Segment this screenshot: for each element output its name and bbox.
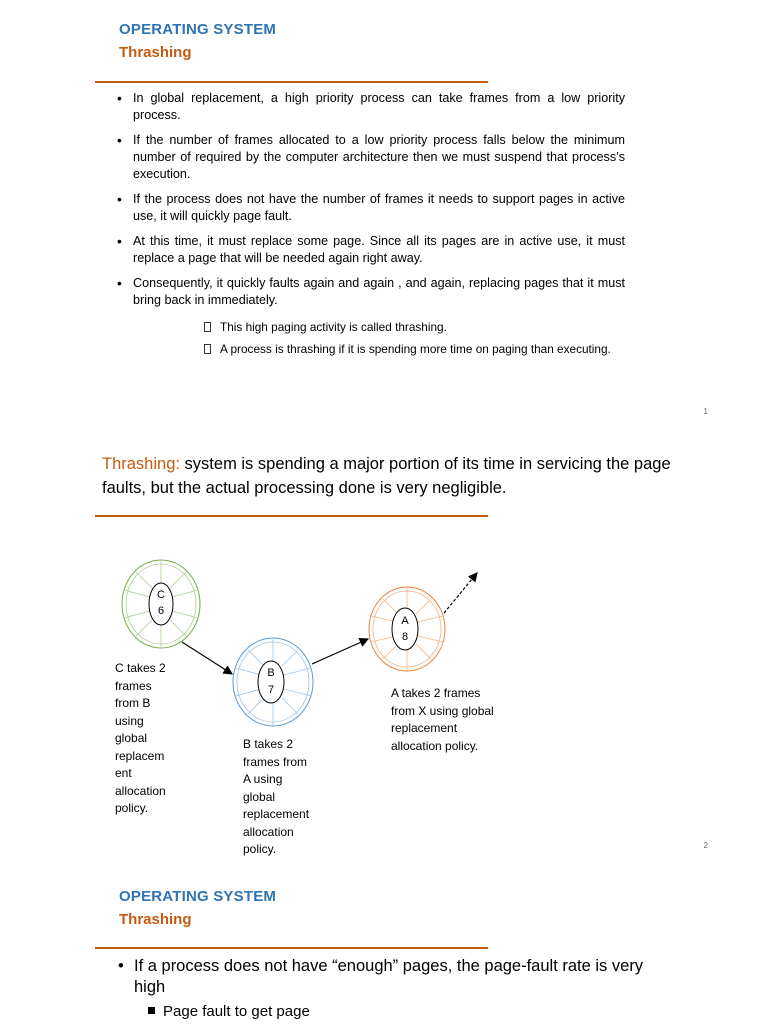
slide-heading: Thrashing xyxy=(119,44,192,61)
slide-3 xyxy=(0,864,768,1024)
node-b-letter: B xyxy=(267,667,275,679)
missing-glyph-icon xyxy=(204,322,211,332)
sub-bullet-list xyxy=(204,320,624,364)
bullet-list xyxy=(117,90,625,317)
slide-2 xyxy=(0,432,768,864)
node-b-caption: B takes 2 frames from A using global replacement allocation policy. xyxy=(243,737,310,856)
arrow-b-to-a xyxy=(312,639,368,664)
bullet-dot-icon: • xyxy=(118,957,124,975)
process-node-c xyxy=(122,560,200,648)
bullet-item xyxy=(118,956,658,998)
node-c-count: 6 xyxy=(157,605,165,617)
definition-body: system is spending a major portion of its time in servicing the page faults, but the actual processing done is very negligible. xyxy=(102,455,671,497)
bullet-item: • Consequently, it quickly faults again and again , and again, replacing pages that it must bring back in immediately. xyxy=(117,275,625,309)
bullet-item: • At this time, it must replace some page. Since all its pages are in active use, it must replace a page that will be needed again right away. xyxy=(117,233,625,267)
sub-bullet-item xyxy=(204,320,624,335)
process-node-a xyxy=(369,587,445,671)
definition-term: Thrashing: xyxy=(102,455,180,473)
node-c-caption: C takes 2 frames from B using global replacem ent allocation policy. xyxy=(115,661,166,815)
slide-heading: Thrashing xyxy=(119,911,192,928)
heading-rule xyxy=(95,81,488,83)
square-bullet-icon xyxy=(148,1007,155,1014)
slide-kicker: OPERATING SYSTEM xyxy=(119,888,277,905)
slide-kicker: OPERATING SYSTEM xyxy=(119,21,277,38)
sub-bullet-text: This high paging activity is called thrashing. xyxy=(220,320,447,334)
missing-glyph-icon xyxy=(204,344,211,354)
sub-bullet-item xyxy=(204,342,624,357)
page-number: 1 xyxy=(703,407,708,416)
node-b-count: 7 xyxy=(267,684,275,696)
arrow-a-to-x xyxy=(444,573,477,613)
node-a-letter: A xyxy=(401,615,409,627)
node-a-caption: A takes 2 frames from X using global replacement allocation policy. xyxy=(391,686,494,753)
slide-1 xyxy=(0,0,768,432)
bullet-text: If a process does not have “enough” pages, the page-fault rate is very high xyxy=(134,957,644,996)
sub-bullet-text: A process is thrashing if it is spending more time on paging than executing. xyxy=(220,342,611,356)
heading-rule xyxy=(95,947,488,949)
sub-bullet-item xyxy=(148,1002,310,1022)
node-c-letter: C xyxy=(157,589,165,601)
sub-bullet-text: Page fault to get page xyxy=(163,1003,310,1020)
node-a-count: 8 xyxy=(401,631,409,643)
bullet-item: • In global replacement, a high priority process can take frames from a low priority process. xyxy=(117,90,625,124)
bullet-item: • If the process does not have the number of frames it needs to support pages in active use, it will quickly page fault. xyxy=(117,191,625,225)
page-number: 2 xyxy=(703,841,708,850)
bullet-item: • If the number of frames allocated to a low priority process falls below the minimum number of required by the computer architecture then we must suspend that process’s execution. xyxy=(117,132,625,183)
arrow-c-to-b xyxy=(182,642,232,674)
process-node-b xyxy=(233,638,313,726)
